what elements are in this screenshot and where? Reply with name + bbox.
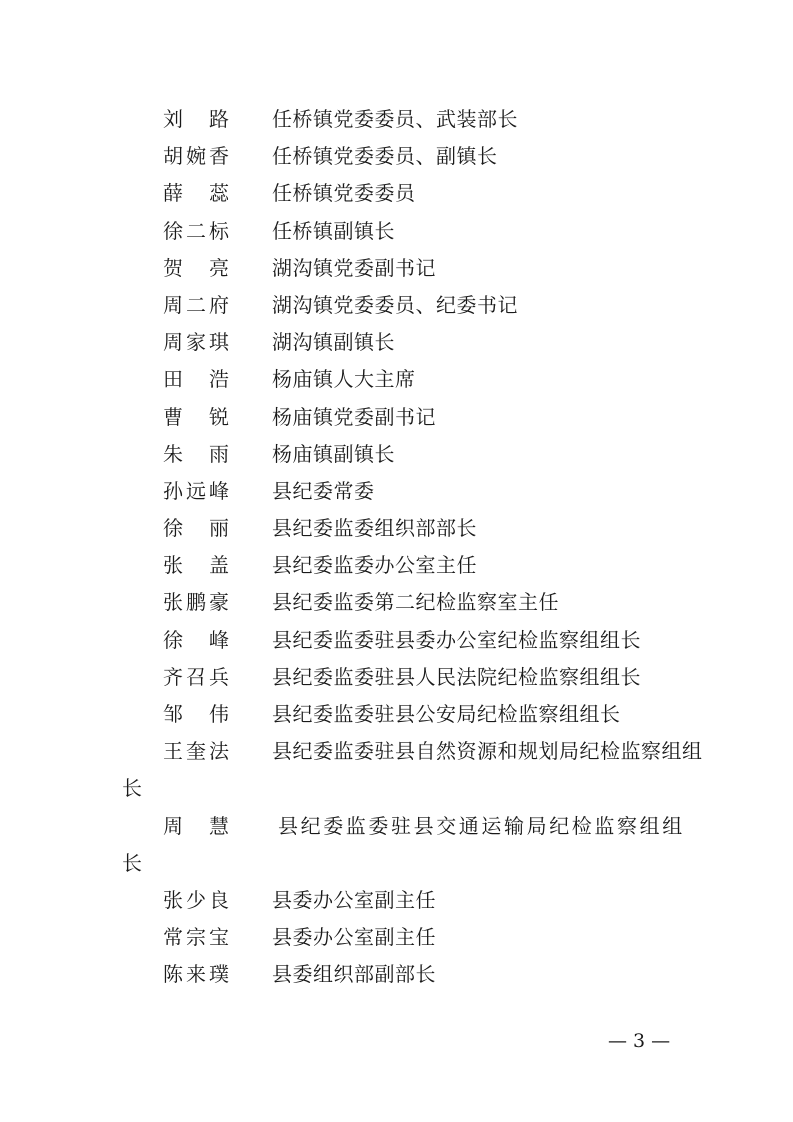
name-char: 浩 <box>209 367 229 392</box>
person-name <box>163 101 229 138</box>
person-title: 湖沟镇党委委员、纪委书记 <box>272 292 518 317</box>
person-title: 县纪委监委驻县人民法院纪检监察组组长 <box>272 664 641 689</box>
name-char: 周 <box>163 813 183 838</box>
name-char: 鹏 <box>186 590 206 615</box>
name-char: 朱 <box>163 441 183 466</box>
person-title: 杨庙镇人大主席 <box>272 367 416 392</box>
name-char: 家 <box>186 330 206 355</box>
person-title: 县委组织部副部长 <box>272 962 436 987</box>
roster-row <box>0 473 793 510</box>
name-char: 峰 <box>209 478 229 503</box>
person-title: 任桥镇党委委员、副镇长 <box>272 144 498 169</box>
roster-row <box>0 510 793 547</box>
person-title: 县纪委监委驻县委办公室纪检监察组组长 <box>272 627 641 652</box>
roster-row <box>0 175 793 212</box>
person-name <box>163 138 229 175</box>
name-char: 邹 <box>163 702 183 726</box>
name-char: 张 <box>163 887 183 912</box>
person-name <box>163 733 229 770</box>
name-char: 胡 <box>163 144 183 169</box>
name-char: 二 <box>186 292 206 317</box>
name-char: 路 <box>209 107 229 131</box>
roster-row <box>0 287 793 324</box>
name-char: 宗 <box>186 925 206 950</box>
person-name <box>163 324 229 361</box>
name-char: 府 <box>209 292 229 317</box>
name-char: 璞 <box>209 962 229 987</box>
name-char: 兵 <box>209 664 229 689</box>
name-char: 张 <box>163 553 183 578</box>
person-title: 任桥镇副镇长 <box>272 218 395 243</box>
person-title-continuation: 长 <box>122 850 142 875</box>
name-char: 峰 <box>209 627 229 652</box>
name-char: 来 <box>186 962 206 987</box>
person-title: 县委办公室副主任 <box>272 887 436 912</box>
name-char: 王 <box>163 739 183 764</box>
roster-row <box>0 399 793 436</box>
person-title: 县纪委监委驻县交通运输局纪检监察组组 <box>278 813 685 838</box>
roster-row <box>0 547 793 584</box>
name-char: 丽 <box>209 516 229 541</box>
name-char: 法 <box>209 739 229 764</box>
roster-row <box>0 622 793 659</box>
person-name <box>163 882 229 919</box>
name-char: 标 <box>209 218 229 243</box>
roster-row <box>0 882 793 919</box>
person-name <box>163 175 229 212</box>
person-title: 县纪委监委第二纪检监察室主任 <box>272 590 559 615</box>
name-char: 齐 <box>163 664 183 689</box>
person-name <box>163 584 229 621</box>
person-title: 县委办公室副主任 <box>272 925 436 950</box>
name-char: 孙 <box>163 478 183 503</box>
person-title: 县纪委监委驻县公安局纪检监察组组长 <box>272 702 621 726</box>
roster-row <box>0 250 793 287</box>
person-name <box>163 287 229 324</box>
person-name <box>163 919 229 956</box>
name-char: 薛 <box>163 181 183 206</box>
person-title-continuation: 长 <box>122 776 142 801</box>
person-title: 湖沟镇党委副书记 <box>272 255 436 280</box>
person-title: 杨庙镇党委副书记 <box>272 404 436 429</box>
roster-list <box>0 101 793 994</box>
person-title: 县纪委监委办公室主任 <box>272 553 477 578</box>
person-name <box>163 547 229 584</box>
name-char: 徐 <box>163 516 183 541</box>
person-title: 县纪委监委组织部部长 <box>272 516 477 541</box>
person-name <box>163 473 229 510</box>
person-title: 湖沟镇副镇长 <box>272 330 395 355</box>
name-char: 周 <box>163 292 183 317</box>
name-char: 蕊 <box>209 181 229 206</box>
person-name <box>163 510 229 547</box>
name-char: 贺 <box>163 255 183 280</box>
roster-row <box>0 919 793 956</box>
name-char: 婉 <box>186 144 206 169</box>
roster-row <box>0 956 793 993</box>
person-name <box>163 659 229 696</box>
page-number-text: — 3 — <box>608 1030 671 1052</box>
person-name <box>163 361 229 398</box>
person-name <box>163 696 229 733</box>
roster-row <box>0 101 793 138</box>
person-name <box>163 436 229 473</box>
name-char: 宝 <box>209 925 229 950</box>
person-title: 任桥镇党委委员 <box>272 181 416 206</box>
person-name <box>163 956 229 993</box>
name-char: 雨 <box>209 441 229 466</box>
name-char: 田 <box>163 367 183 392</box>
roster-row <box>0 733 793 807</box>
person-title: 杨庙镇副镇长 <box>272 441 395 466</box>
name-char: 锐 <box>209 404 229 429</box>
roster-row <box>0 659 793 696</box>
name-char: 香 <box>209 144 229 169</box>
name-char: 召 <box>186 664 206 689</box>
name-char: 远 <box>186 478 206 503</box>
person-name <box>163 399 229 436</box>
name-char: 琪 <box>209 330 229 355</box>
roster-row <box>0 138 793 175</box>
name-char: 伟 <box>209 702 229 726</box>
name-char: 常 <box>163 925 183 950</box>
name-char: 刘 <box>163 107 183 131</box>
person-name <box>163 213 229 250</box>
person-title: 任桥镇党委委员、武装部长 <box>272 107 518 131</box>
roster-row <box>0 584 793 621</box>
name-char: 曹 <box>163 404 183 429</box>
name-char: 豪 <box>209 590 229 615</box>
roster-row <box>0 436 793 473</box>
name-char: 二 <box>186 218 206 243</box>
name-char: 少 <box>186 887 206 912</box>
name-char: 盖 <box>209 553 229 578</box>
name-char: 徐 <box>163 627 183 652</box>
name-char: 良 <box>209 887 229 912</box>
roster-row <box>0 808 793 882</box>
name-char: 陈 <box>163 962 183 987</box>
name-char: 奎 <box>186 739 206 764</box>
person-name <box>163 622 229 659</box>
name-char: 张 <box>163 590 183 615</box>
name-char: 周 <box>163 330 183 355</box>
roster-row <box>0 696 793 733</box>
roster-row <box>0 213 793 250</box>
roster-row <box>0 324 793 361</box>
roster-row <box>0 361 793 398</box>
name-char: 亮 <box>209 255 229 280</box>
person-name <box>163 808 229 845</box>
name-char: 徐 <box>163 218 183 243</box>
name-char: 慧 <box>209 813 229 838</box>
person-name <box>163 250 229 287</box>
person-title: 县纪委常委 <box>272 478 375 503</box>
person-title: 县纪委监委驻县自然资源和规划局纪检监察组组 <box>272 739 703 764</box>
